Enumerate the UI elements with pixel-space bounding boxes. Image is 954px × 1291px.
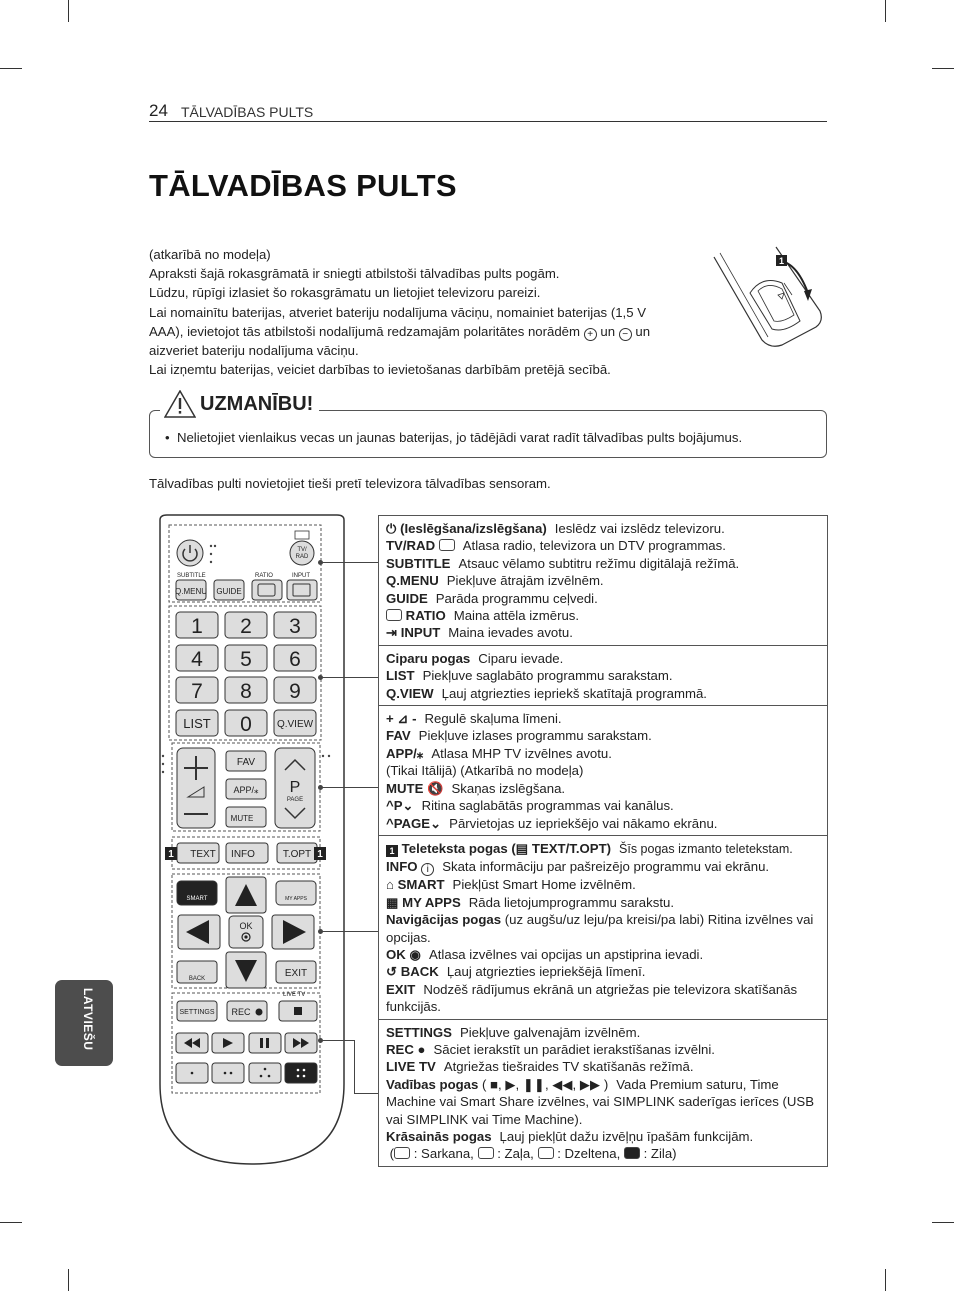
back-button-label: BACK — [188, 976, 206, 982]
language-tab — [55, 980, 113, 1066]
myapps-button-label: MY APPS — [285, 896, 307, 902]
digit-6-label: 6 — [289, 648, 301, 671]
intro-line: Lūdzu, rūpīgi izlasiet šo rokasgrāmatu un lietojiet televizoru pareizi. — [149, 285, 541, 301]
caution-text: Nelietojiet vienlaikus vecas un jaunas baterijas, jo tādējādi varat radīt tālvadības pults bojājumus. — [176, 430, 743, 445]
marker-1-icon: 1 — [386, 845, 398, 857]
info-icon: i — [421, 863, 434, 876]
crop-mark — [68, 0, 69, 22]
mute-icon: 🔇 — [427, 780, 444, 796]
digit-7-label: 7 — [191, 680, 203, 703]
intro-line: Lai izņemtu baterijas, veiciet darbības to ievietošanas darbībām pretējā secībā. — [149, 362, 611, 378]
leader-line — [321, 1040, 355, 1041]
caution-item — [165, 430, 742, 445]
marker-left: 1 — [168, 849, 174, 860]
ok-button-label: OK — [239, 921, 253, 931]
ratio-icon — [386, 609, 402, 621]
intro-line: (atkarībā no modeļa) — [149, 247, 271, 262]
bullet: • — [165, 430, 170, 445]
table-row: 1 Teleteksta pogas (▤ TEXT/T.OPT) Šīs pogas izmanto teletekstam. INFO i Skata informāciju par pašreizējo programmu vai ekrānu. ⌂ SMART Piekļūst Smart Home izvēlnēm. ▦ MY APPS Rāda lietojumprogrammu sarakstu. Navigācijas pogas (uz augšu/uz leju/pa kreisi/pa labi) Ritina izvēlnes vai opcijas. OK ◉ Atlasa izvēlnes vai opcijas un apstiprina ievadi. ↺ BACK Ļauj atgriezties iepriekšējā līmenī. EXIT Nodzēš rādījumus ekrānā un atgriežas pie televizora skatīšanās funkcijās. — [379, 836, 827, 1020]
step-marker: 1 — [778, 256, 785, 266]
ratio-label: RATIO — [255, 573, 273, 579]
digit-5-label: 5 — [240, 648, 252, 671]
intro-line: Lai nomainītu baterijas, atveriet bateriju nodalījuma vāciņu, nomainiet baterijas (1,5 V — [149, 304, 647, 320]
leader-line — [321, 787, 378, 788]
leader-line — [354, 1093, 378, 1094]
leader-line — [321, 677, 378, 678]
p-label: P — [289, 779, 301, 796]
rec-button-label: REC — [231, 1007, 251, 1017]
crop-mark — [932, 68, 954, 69]
leader-line — [321, 931, 378, 932]
caution-heading — [160, 390, 319, 418]
leader-dot — [318, 1038, 323, 1043]
digit-8-label: 8 — [240, 680, 252, 703]
running-header: TĀLVADĪBAS PULTS — [181, 104, 314, 120]
remote-control-illustration — [157, 514, 347, 1165]
table-row: + ⊿ - Regulē skaļuma līmeni. FAV Piekļuve izlases programmu sarakstam. APP/⁎ Atlasa MHP TV izvēlnes avotu. (Tikai Itālijā) (Atkarībā no modeļa) MUTE 🔇 Skaņas izslēgšana. ^P⌄ Ritina saglabātās programmas vai kanālus. ^PAGE⌄ Pārvietojas uz iepriekšējo vai nākamo ekrānu. — [379, 706, 827, 836]
digit-0-label: 0 — [240, 713, 252, 736]
caution-title: UZMANĪBU! — [200, 392, 314, 415]
subtitle-label: SUBTITLE — [177, 573, 206, 579]
leader-line — [354, 1040, 355, 1093]
intro-line: aizveriet bateriju nodalījuma vāciņu. — [149, 343, 359, 359]
plus-icon: + — [584, 328, 597, 341]
leader-dot — [318, 675, 323, 680]
digit-2-label: 2 — [240, 615, 252, 638]
fav-button-label: FAV — [236, 757, 256, 768]
digit-3-label: 3 — [289, 615, 301, 638]
yellow-button-icon — [538, 1147, 554, 1159]
settings-button-label: SETTINGS — [179, 1009, 215, 1016]
crop-mark — [0, 1222, 22, 1223]
input-label: INPUT — [292, 573, 310, 579]
qmenu-button-label: Q.MENU — [175, 587, 207, 596]
exit-button-label: EXIT — [284, 968, 308, 979]
minus-icon: − — [619, 328, 632, 341]
header-rule — [149, 121, 827, 122]
livetv-label: LIVE TV — [283, 992, 306, 998]
svg-text:TV/: TV/ — [297, 547, 307, 553]
smart-button-label: SMART — [186, 896, 208, 902]
page-number: 24 — [149, 101, 168, 120]
page-label: PAGE — [286, 797, 304, 803]
crop-mark — [68, 1269, 69, 1291]
table-row: SETTINGS Piekļuve galvenajām izvēlnēm. REC ● Sāciet ierakstīt un parādiet ierakstīšanas izvēlni. LIVE TV Atgriežas tiešraides TV skatīšanās režīmā. Vadības pogas ( ■, ▶, ❚❚, ◀◀, ▶▶ ) Vada Premium saturu, Time Machine vai Smart Share izvēlnes, vai SIMPLINK saderīgas ierīces (USB vai SIMPLINK vai Time Machine). Krāsainās pogas Ļauj piekļūt dažu izvēļņu īpašām funkcijām. ( : Sarkana, : Zaļa, : Dzeltena, : Zila) — [386, 1024, 815, 1162]
list-button-label: LIST — [183, 716, 211, 731]
page-title: TĀLVADĪBAS PULTS — [149, 168, 457, 203]
crop-mark — [885, 1269, 886, 1291]
guide-button-label: GUIDE — [216, 587, 242, 596]
intro-line: AAA), ievietojot tās atbilstoši nodalījumā redzamajām polaritātes norādēm + un − un — [149, 323, 651, 340]
table-row: ⏻ (Ieslēgšana/izslēgšana) Ieslēdz vai izslēdz televizoru. TV/RAD Atlasa radio, televizora un DTV programmas. SUBTITLE Atsauc vēlamo subtitru režīmu digitālajā režīmā. Q.MENU Piekļuve ātrajām izvēlnēm. GUIDE Parāda programmu ceļvedi. RATIO Maina attēla izmērus. ⇥ INPUT Maina ievades avotu. — [379, 516, 827, 646]
crop-mark — [0, 68, 22, 69]
leader-dot — [318, 929, 323, 934]
tv-radio-icon — [439, 539, 455, 551]
topt-button-label: T.OPT — [282, 849, 312, 860]
digit-1-label: 1 — [191, 615, 203, 638]
battery-cover-illustration — [712, 245, 828, 350]
intro-text — [149, 245, 709, 379]
warning-icon — [164, 390, 196, 418]
table-row: Ciparu pogas Ciparu ievade. LIST Piekļuve saglabāto programmu sarakstam. Q.VIEW Ļauj atgriezties iepriekš skatītajā programmā. — [379, 646, 827, 706]
leader-dot — [318, 785, 323, 790]
sensor-instruction: Tālvadības pulti novietojiet tieši pretī televizora tālvadības sensoram. — [149, 476, 551, 491]
svg-text:RAD: RAD — [295, 554, 309, 560]
blue-button-icon — [624, 1147, 640, 1159]
crop-mark — [932, 1222, 954, 1223]
digit-9-label: 9 — [289, 680, 301, 703]
language-tab-label: LATVIEŠU — [81, 988, 95, 1051]
leader-dot — [318, 560, 323, 565]
marker-right: 1 — [317, 849, 323, 860]
info-button-label: INFO — [231, 849, 255, 860]
green-button-icon — [478, 1147, 494, 1159]
text-button-label: TEXT — [190, 849, 216, 860]
digit-4-label: 4 — [191, 648, 203, 671]
intro-line: Apraksti šajā rokasgrāmatā ir sniegti atbilstoši tālvadības pults pogām. — [149, 266, 560, 282]
button-description-table — [378, 515, 828, 1167]
app-button-label: APP/⁎ — [233, 785, 259, 795]
qview-button-label: Q.VIEW — [276, 719, 314, 730]
leader-line — [321, 562, 378, 563]
crop-mark — [885, 0, 886, 22]
mute-button-label: MUTE — [230, 814, 254, 823]
red-button-icon — [394, 1147, 410, 1159]
